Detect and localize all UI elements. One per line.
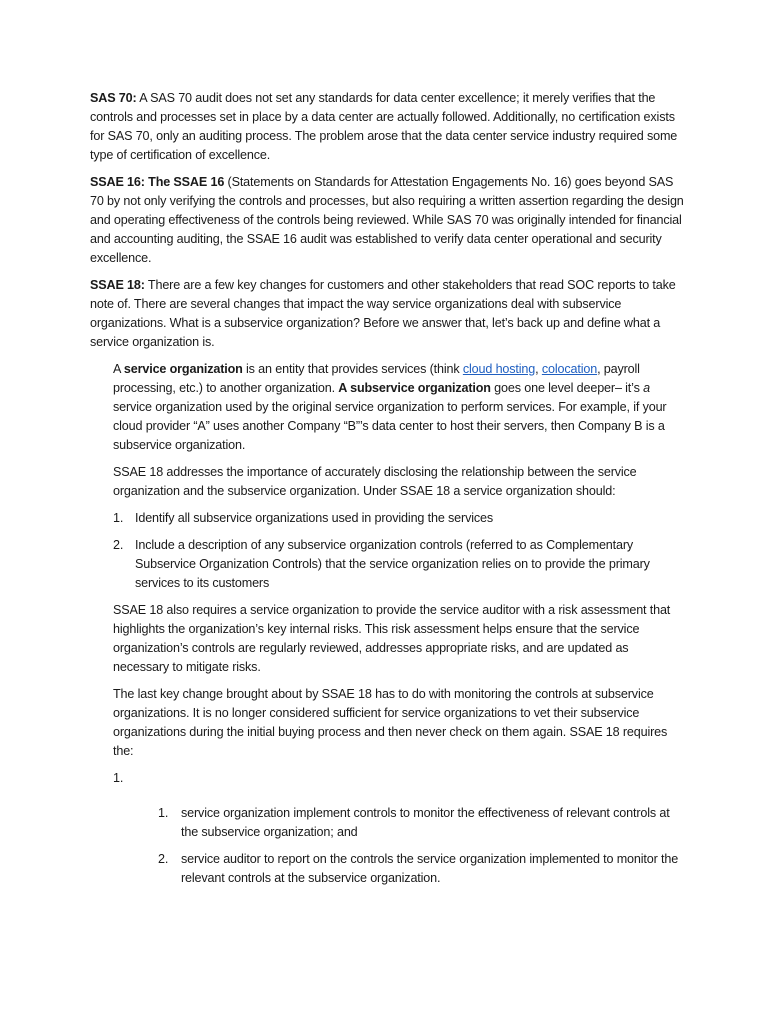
ssae16-label: SSAE 16: <box>90 175 145 189</box>
definition-part1: A <box>113 362 124 376</box>
definition-paragraph <box>113 360 686 455</box>
sas70-text: A SAS 70 audit does not set any standards for data center excellence; it merely verifies that the controls and processes set in place by a data center are actually followed. Additionally, no certification exists for SAS 70, only an auditing process. The problem arose that the data center service industry required some type of certification of excellence. <box>90 91 678 162</box>
outer-list-number: 1. <box>113 771 124 785</box>
addresses-paragraph: SSAE 18 addresses the importance of accurately disclosing the relationship between the service organization and the subservice organization. Under SSAE 18 a service organization should: <box>113 465 637 498</box>
sub-list-item <box>158 850 686 888</box>
definition-part2: is an entity that provides services (think <box>242 362 463 376</box>
list-item <box>113 536 686 593</box>
sub-list-item <box>158 804 686 842</box>
definition-part4: goes one level deeper– it’s <box>490 381 644 395</box>
document-body <box>90 89 686 896</box>
list-item-number: 2. <box>113 538 124 552</box>
ssae16-paragraph <box>90 173 686 268</box>
sub-list-item-number: 2. <box>158 852 169 866</box>
ssae18-label: SSAE 18: <box>90 278 145 292</box>
definition-term-service-organization: service organization <box>123 362 243 376</box>
sub-list-item-text: service auditor to report on the controls the service organization implemented to monitor the relevant controls at the subservice organization. <box>181 852 679 885</box>
list-item-text: Identify all subservice organizations used in providing the services <box>135 511 494 525</box>
list-item-text: Include a description of any subservice organization controls (referred to as Complementary Subservice Organization Controls) that the service organization relies on to provide the primary services to its customers <box>135 538 650 590</box>
sas70-label: SAS 70: <box>90 91 137 105</box>
definition-sep: , <box>535 362 542 376</box>
risk-paragraph: SSAE 18 also requires a service organization to provide the service auditor with a risk assessment that highlights the organization’s key internal risks. This risk assessment helps ensure that the service organization’s controls are regularly reviewed, addresses appropriate risks, and are updated as necessary to mitigate risks. <box>113 603 671 674</box>
sub-list-item-number: 1. <box>158 806 169 820</box>
colocation-link[interactable]: colocation <box>541 362 598 376</box>
definition-part5: service organization used by the original service organization to perform services. For example, if your cloud provider “A” uses another Company “B”’s data center to host their servers, then Company B is a subservice organization. <box>113 400 667 452</box>
list-item-number: 1. <box>113 511 124 525</box>
definition-part3: , payroll processing, etc.) to another organization. <box>113 362 640 395</box>
ssae18-paragraph <box>90 276 686 352</box>
sas70-paragraph <box>90 89 686 165</box>
definition-italic: a <box>643 381 650 395</box>
ssae16-lead: The SSAE 16 <box>144 175 225 189</box>
cloud-hosting-link[interactable]: cloud hosting <box>462 362 536 376</box>
ssae16-text: (Statements on Standards for Attestation Engagements No. 16) goes beyond SAS 70 by not only verifying the controls and processes, but also requiring a written assertion regarding the design and operating effectiveness of the controls being reviewed. While SAS 70 was originally intended for financial and accounting auditing, the SSAE 16 audit was established to verify data center operational and security excellence. <box>90 175 684 265</box>
sub-list-item-text: service organization implement controls to monitor the effectiveness of relevant controls at the subservice organization; and <box>181 806 670 839</box>
ssae18-text: There are a few key changes for customers and other stakeholders that read SOC reports to take note of. There are several changes that impact the way service organizations deal with subservice organizations. What is a subservice organization? Before we answer that, let’s back up and define what a service organization is. <box>90 278 676 349</box>
last-key-change-paragraph: The last key change brought about by SSAE 18 has to do with monitoring the controls at subservice organizations. It is no longer considered sufficient for service organizations to vet their subservice organizations during the initial buying process and then never check on them again. SSAE 18 requires the: <box>113 687 668 758</box>
definition-term-subservice-organization: A subservice organization <box>338 381 491 395</box>
list-item <box>113 509 686 528</box>
